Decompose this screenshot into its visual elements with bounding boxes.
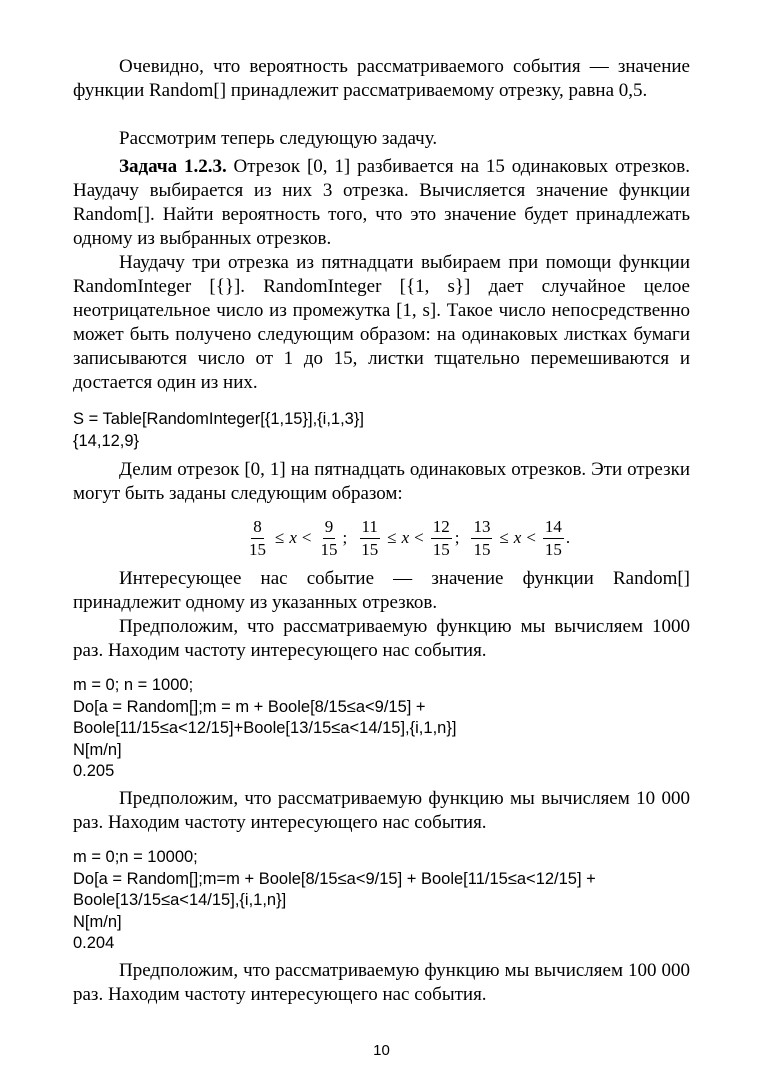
task-text: Отрезок [0, 1] разбивается на 15 одинаковых отрезков. Наудачу выбирается из них 3 отрезка. Вычисляется значение функции Random[]. Найти вероятность того, что это значение будет принадлежать одному из выбранных отрезков. [73,156,690,249]
code-line: Boole[11/15≤a<12/15]+Boole[13/15≤a<14/15],{i,1,n}] [73,719,457,737]
fraction: $\frac{14}{15}$ [544,516,562,559]
fraction: $\frac{8}{15}$ [249,516,266,559]
code-block-10000 [73,847,690,955]
code-line: Do[a = Random[];m = m + Boole[8/15≤a<9/15] + [73,697,426,716]
code-line: m = 0;n = 10000; [73,848,198,866]
code-block-1000 [73,675,690,783]
code-line: S = Table[RandomInteger[{1,15}],{i,1,3}] [73,410,364,428]
paragraph-1000-trials: Предположим, что рассматриваемую функцию мы вычисляем 1000 раз. Находим частоту интересующего нас события. [73,616,690,661]
code-output: 0.205 [73,762,115,780]
paragraph-task-statement [73,155,690,251]
fraction: $\frac{11}{15}$ [361,516,379,559]
task-label: Задача 1.2.3. [119,156,227,177]
fraction: $\frac{13}{15}$ [473,516,491,559]
code-line: Boole[13/15≤a<14/15],{i,1,n}] [73,891,287,909]
code-line: Do[a = Random[];m=m + Boole[8/15≤a<9/15] + Boole[11/15≤a<12/15] + [73,869,596,888]
code-line: N[m/n] [73,740,122,759]
fraction: $\frac{9}{15}$ [320,516,338,559]
paragraph-divide-segment: Делим отрезок [0, 1] на пятнадцать одинаковых отрезков. Эти отрезки могут быть заданы следующим образом: [73,459,690,504]
fraction: $\frac{12}{15}$ [432,516,450,559]
code-line: N[m/n] [73,912,122,931]
paragraph-100000-trials: Предположим, что рассматриваемую функцию мы вычисляем 100 000 раз. Находим частоту интересующего нас события. [73,960,690,1005]
code-output: 0.204 [73,934,115,952]
paragraph-probability-result: Очевидно, что вероятность рассматриваемого события — значение функции Random[] принадлежит рассматриваемому отрезку, равна 0,5. [73,56,690,101]
paragraph-event-definition: Интересующее нас событие — значение функции Random[] принадлежит одному из указанных отрезков. [73,568,690,613]
paragraph-next-task-intro: Рассмотрим теперь следующую задачу. [119,128,438,149]
code-block-table [73,409,690,452]
page-number: 10 [373,1042,390,1059]
paragraph-10000-trials: Предположим, что рассматриваемую функцию мы вычисляем 10 000 раз. Находим частоту интересующего нас события. [73,788,690,833]
code-line: m = 0; n = 1000; [73,676,194,694]
code-output: {14,12,9} [73,431,140,450]
paragraph-random-integer-explanation: Наудачу три отрезка из пятнадцати выбираем при помощи функции RandomInteger [{}]. RandomInteger [{1, s}] дает случайное целое неотрицательное число из промежутка [1, s]. Такое число непосредственно может быть получено следующим образом: на одинаковых листках бумаги записываются число от 1 до 15, листки тщательно перемешиваются и достается один из них. [73,252,690,393]
interval-formula: $\frac{8}{15}$ ≤ x < $\frac{9}{15}$ ; $\frac{11}{15}$ ≤ x < $\frac{12}{15}$ ; $\frac{13}{15}$ ≤ x < $\frac{14}{15}$ . [249,516,571,559]
